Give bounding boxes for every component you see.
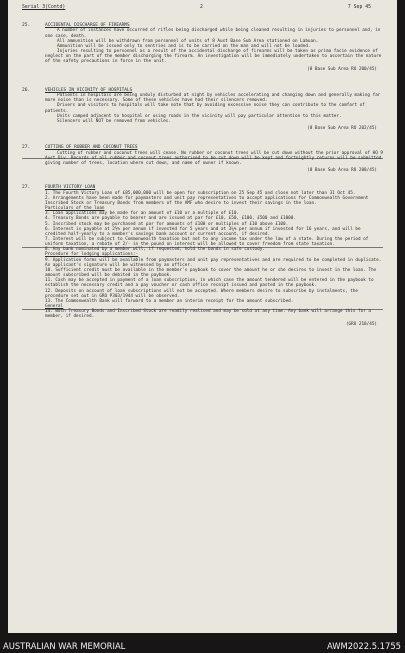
paragraph: Cutting of rubber and coconut trees will cease. No rubber or coconut trees will be cut down without the prior approval of HQ 9 Aust Div. Records of all rubber and coconut trees authorised to be cut down will be kept and fortnightly returns will be submitted giving number of trees, location where cut down, and name of owner if known. <box>45 150 383 166</box>
loan-item: 14. Both Treasury Bonds and Inscribed Stock are readily realised and may be sold at any time. Any bank will arrange this for a member, if desired. <box>45 309 371 320</box>
loan-item: 9. Application forms will be available from paymasters and unit pay representatives and are required to be completed in duplicate. An applicant's signature will be witnessed by an officer. <box>45 257 382 268</box>
loan-item: 1. The Fourth Victory Loan of £85,000,000 will be open for subscription on 25 Sep 45 and close not later than 31 Oct 45. <box>45 190 356 196</box>
section-number: 27. <box>22 145 31 151</box>
section-number: 27. <box>22 185 31 191</box>
section-title: CUTTING OF RUBBER AND COCONUT TREES <box>45 145 138 151</box>
section-title: VEHICLES IN VICINITY OF HOSPITALS <box>45 87 133 93</box>
section-number: 25. <box>22 23 31 28</box>
loan-item: 11. Cash may be accepted in payment of a loan subscription, in which case the amount tendered will be entered in the paybook to establish the necessary credit and a pay voucher or cash office receipt issued and pasted in the paybook. <box>45 278 374 289</box>
section-title: FOURTH VICTORY LOAN <box>45 185 96 191</box>
loan-item: 4. Treasury Bonds are payable to bearer and are issued at par for £10, £50, £100, £500 and £1000. <box>45 216 296 222</box>
paragraph: Injuries resulting to personnel as a result of the accidental discharge of firearms will be taken as prima facie evidence of neglect on the part of the member discharging the firearm. An investigation will be immediately undertaken to ascertain the nature of the safety precautions in force in the unit. <box>45 49 382 65</box>
subheading-procedure: Procedure for lodging applications:- <box>45 252 139 258</box>
paragraph: All ammunition will be withdrawn from personnel of units of 8 Aust Base Sub Area stationed on Labuan. <box>57 38 319 44</box>
serial-label: Serial 3(Contd) <box>22 5 66 10</box>
paragraph: Silencers will NOT be removed from vehicles. <box>57 118 171 124</box>
section-reference: (8 Base Sub Area RO 200/45) <box>307 66 377 72</box>
paragraph: A number of instances have occurred of rifles being discharged while being cleaned resulting in injuries to personnel and, in one case, death. <box>45 28 381 39</box>
loan-item: 10. Sufficient credit must be available in the member's paybook to cover the amount he or she desires to invest in the loan. The amount subscribed will be debited in the paybook. <box>45 267 377 279</box>
document-page <box>8 0 397 633</box>
subheading-general: General <box>45 304 64 310</box>
archive-footer <box>0 640 405 653</box>
archive-name: AUSTRALIAN WAR MEMORIAL <box>3 641 126 651</box>
section-27-trees <box>22 145 383 173</box>
section-reference: (8 Base Sub Area RO 208/45) <box>307 168 377 174</box>
loan-item: 2. Arrangements have been made for paymasters and unit pay representatives to accept applications for Commonwealth Government Inscribed Stock or Treasury Bonds from members of the AMF who desire to invest their savings in the loan. <box>45 195 369 206</box>
loan-item: 12. Deposits on account of loan subscriptions will not be accepted. Where members desire to subscribe by instalments, the procedure set out in GRO P303/1944 will be observed. <box>45 288 359 299</box>
paragraph: Drivers and visitors to hospitals will take note that by avoiding excessive noise they can contribute to the comfort of patients. <box>45 103 365 114</box>
loan-item: 8. Any bank nominated by a member will, if requested, hold the bonds in safe custody. <box>45 247 265 253</box>
subheading-particulars: Particulars of the loan <box>45 206 105 212</box>
section-title: ACCIDENTAL DISCHARGE OF FIREARMS <box>45 23 130 28</box>
header-date: 7 Sep 45 <box>347 5 371 10</box>
archive-id: AWM2022.5.1755 <box>326 641 401 651</box>
loan-item: 3. Loan applications may be made for an amount of £10 or a multiple of £10. <box>45 211 240 217</box>
loan-item: 13. The Commonwealth Bank will forward to a member an interim receipt for the amount subscribed. <box>45 298 294 304</box>
section-reference: (GRO 218/45) <box>345 321 377 327</box>
paragraph: Patients in hospitals are being unduly disturbed at night by vehicles accelerating and changing down and generally making far more noise than is necessary. Some of these vehicles have had their silencers removed. <box>45 93 381 104</box>
loan-item: 7. Interest will be subject to Commonwealth taxation but not to any income tax under the law of a state. During the period of uniform taxation, a rebate of 2/- in the pound on interest will be allowed to cover freedom from state taxation. <box>45 237 369 248</box>
paragraph: Units camped adjacent to hospital or using roads in the vicinity will pay particular attention to this matter. <box>57 113 342 119</box>
page-number: 2 <box>200 5 203 10</box>
section-27-loan <box>22 185 383 326</box>
paragraph: Ammunition will be issued only to sentries and is to be carried on the man and will not be loaded. <box>57 43 311 49</box>
section-number: 26. <box>22 87 31 93</box>
loan-item: 6. Interest is payable at 2½% per annum if invested for 5 years and at 3¼% per annum if invested for 16 years, and will be credited half-yearly to a member's savings bank account or current account, if desired. <box>45 226 361 237</box>
section-25 <box>22 23 383 72</box>
section-26 <box>22 88 383 132</box>
loan-item: 5. Inscribed stock may be purchased at par for amounts of £100 or multiples of £10 above £100. <box>45 221 289 227</box>
section-reference: (8 Base Sub Area RO 202/45) <box>307 126 377 131</box>
page-header <box>22 3 383 13</box>
